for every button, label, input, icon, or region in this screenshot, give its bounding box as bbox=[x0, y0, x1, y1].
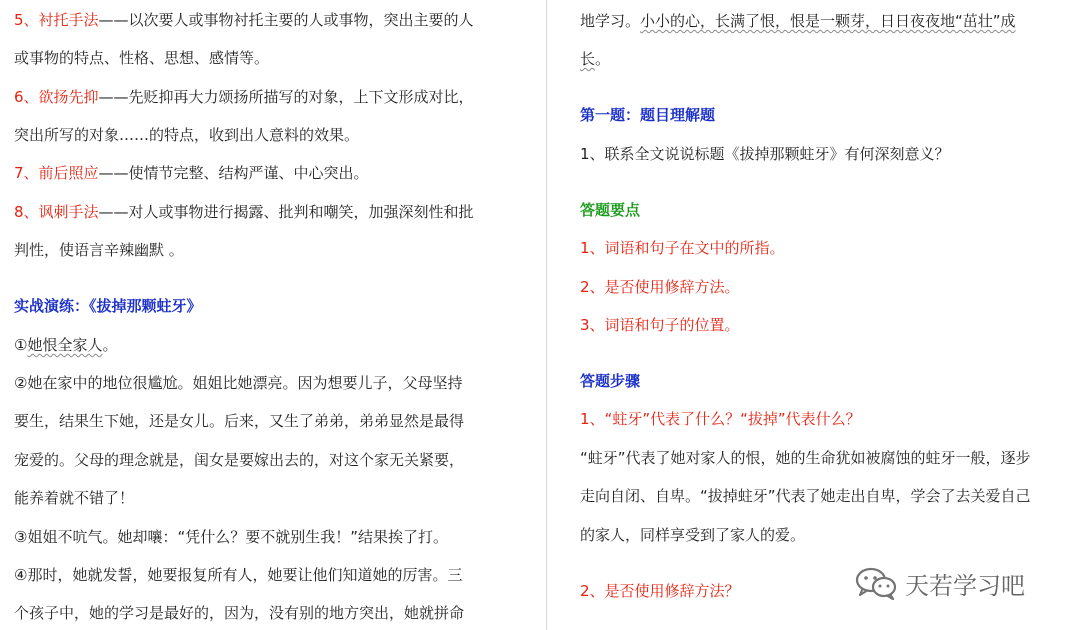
technique-term: 8、讽刺手法 bbox=[14, 203, 99, 221]
technique-item bbox=[14, 201, 474, 223]
technique-term: 5、衬托手法 bbox=[14, 11, 99, 29]
underlined-text: 小小的心，长满了恨，恨是一颗芽，日日夜夜地“茁壮”成 bbox=[640, 12, 1016, 30]
technique-desc: ——先贬抑再大力颂扬所描写的对象，上下文形成对比， bbox=[98, 88, 474, 106]
question-text: 1、联系全文说说标题《拔掉那颗蛀牙》有何深刻意义？ bbox=[580, 145, 950, 163]
step-question: 1、“蛀牙”代表了什么？“拔掉”代表什么？ bbox=[580, 410, 861, 428]
technique-desc: ——使情节完整、结构严谨、中心突出。 bbox=[98, 164, 369, 182]
technique-desc: ——以次要人或事物衬托主要的人或事物，突出主要的人 bbox=[98, 11, 474, 29]
paragraph-3: ③姐姐不吭气。她却嚷：“凭什么？要不就别生我！”结果挨了打。 bbox=[14, 528, 448, 546]
wechat-icon bbox=[855, 566, 897, 600]
question-heading: 第一题：题目理解题 bbox=[580, 106, 716, 124]
punctuation: 。 bbox=[102, 336, 118, 354]
technique-item bbox=[14, 86, 474, 108]
technique-term: 6、欲扬先抑 bbox=[14, 88, 99, 106]
step-question: 2、是否使用修辞方法？ bbox=[580, 582, 740, 600]
underlined-text: 她恨全家人 bbox=[27, 336, 103, 354]
technique-item bbox=[14, 162, 369, 184]
continued-paragraph bbox=[580, 10, 1016, 32]
paragraph-4-line: 个孩子中，她的学习是最好的，因为，没有别的地方突出，她就拼命 bbox=[14, 604, 465, 622]
column-divider bbox=[546, 0, 547, 630]
technique-item bbox=[14, 9, 474, 31]
technique-cont: 突出所写的对象……的特点，收到出人意料的效果。 bbox=[14, 126, 360, 144]
watermark-text: 天若学习吧 bbox=[905, 571, 1025, 600]
paragraph-2-line: 宠爱的。父母的理念就是，闺女是要嫁出去的，对这个家无关紧要， bbox=[14, 451, 465, 469]
underlined-text: 长 bbox=[580, 50, 596, 68]
paragraph-1 bbox=[14, 334, 117, 356]
continued-paragraph-end bbox=[580, 48, 610, 70]
step-answer-line: “蛀牙”代表了她对家人的恨，她的生命犹如被腐蚀的蛀牙一般，逐步 bbox=[580, 449, 1031, 467]
steps-heading: 答题步骤 bbox=[580, 372, 641, 390]
step-answer-line: 走向自闭、自卑。“拔掉蛀牙”代表了她走出自卑，学会了去关爱自己 bbox=[580, 487, 1031, 505]
technique-cont: 判性，使语言辛辣幽默 。 bbox=[14, 241, 184, 259]
point-item: 1、词语和句子在文中的所指。 bbox=[580, 239, 785, 257]
point-item: 3、词语和句子的位置。 bbox=[580, 316, 740, 334]
paragraph-2-line: 要生，结果生下她，还是女儿。后来，又生了弟弟，弟弟显然是最得 bbox=[14, 412, 465, 430]
practice-heading: 实战演练：《拔掉那颗蛀牙》 bbox=[14, 297, 202, 315]
paragraph-2-line: ②她在家中的地位很尴尬。姐姐比她漂亮。因为想要儿子，父母坚持 bbox=[14, 374, 463, 392]
step-answer-line: 的家人，同样享受到了家人的爱。 bbox=[580, 526, 806, 544]
paragraph-4-line: ④那时，她就发誓，她要报复所有人，她要让他们知道她的厉害。三 bbox=[14, 566, 463, 584]
paragraph-2-line: 能养着就不错了！ bbox=[14, 489, 135, 507]
point-item: 2、是否使用修辞方法。 bbox=[580, 278, 740, 296]
punctuation: 。 bbox=[595, 50, 611, 68]
technique-cont: 或事物的特点、性格、思想、感情等。 bbox=[14, 49, 270, 67]
technique-desc: ——对人或事物进行揭露、批判和嘲笑，加强深刻性和批 bbox=[98, 203, 474, 221]
paragraph-number: ① bbox=[14, 336, 28, 354]
continued-text: 地学习。 bbox=[580, 12, 641, 30]
points-heading: 答题要点 bbox=[580, 201, 641, 219]
watermark bbox=[855, 565, 1025, 601]
technique-term: 7、前后照应 bbox=[14, 164, 99, 182]
